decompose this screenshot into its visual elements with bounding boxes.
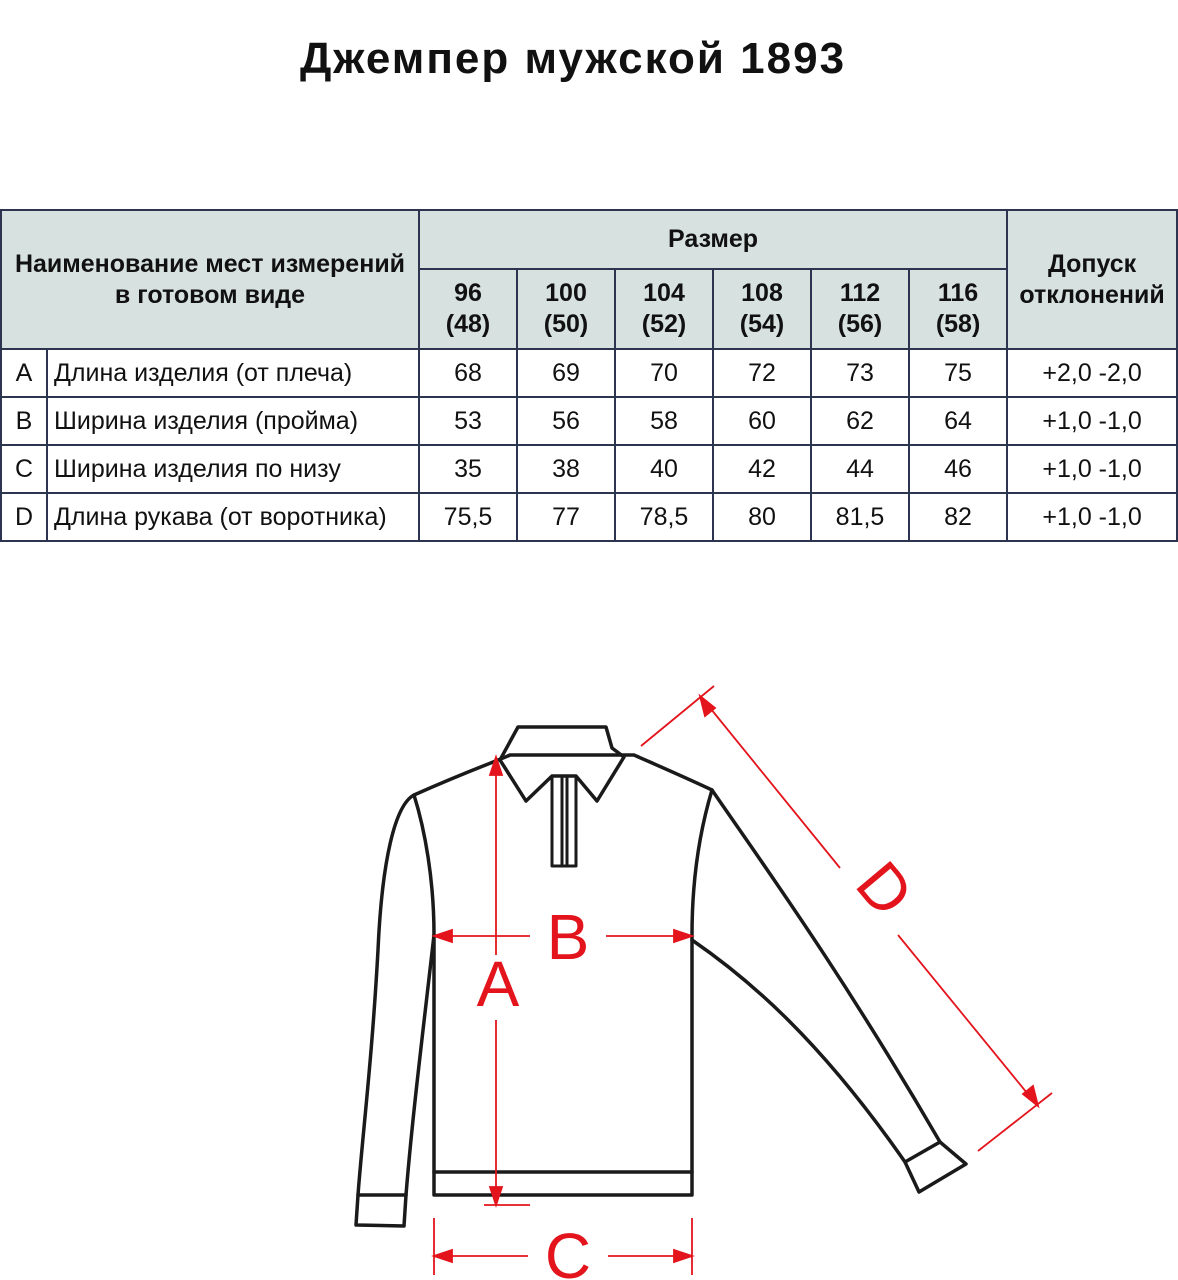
size-value: 112 <box>839 279 881 307</box>
size-column-header <box>909 269 1007 349</box>
table-row <box>1 493 1177 541</box>
table-cell: 73 <box>811 349 909 397</box>
tolerance-cell: +2,0 -2,0 <box>1007 349 1177 397</box>
table-cell: 82 <box>909 493 1007 541</box>
size-chart-table <box>0 209 1178 542</box>
size-ru-value: (48) <box>445 310 491 338</box>
measure-d-lower-line <box>898 935 1036 1104</box>
size-ru-value: (54) <box>739 310 785 338</box>
tolerance-cell: +1,0 -1,0 <box>1007 445 1177 493</box>
size-ru-value: (50) <box>543 310 589 338</box>
table-cell: 58 <box>615 397 713 445</box>
row-letter: B <box>1 397 47 445</box>
size-column-header <box>811 269 909 349</box>
measure-d-upper-line <box>702 698 840 868</box>
size-value: 104 <box>643 279 685 307</box>
table-cell: 62 <box>811 397 909 445</box>
table-cell: 53 <box>419 397 517 445</box>
measure-d-label: D <box>842 848 928 930</box>
size-ru-value: (52) <box>641 310 687 338</box>
table-cell: 69 <box>517 349 615 397</box>
size-value: 108 <box>741 279 783 307</box>
row-letter: C <box>1 445 47 493</box>
table-cell: 60 <box>713 397 811 445</box>
arrow-left-icon <box>434 930 452 942</box>
measure-d-bottom-tick <box>978 1093 1052 1151</box>
measure-d-top-tick <box>641 686 714 746</box>
table-cell: 56 <box>517 397 615 445</box>
measure-b-label: B <box>546 901 590 973</box>
table-row <box>1 349 1177 397</box>
table-cell: 75,5 <box>419 493 517 541</box>
tolerance-cell: +1,0 -1,0 <box>1007 493 1177 541</box>
sweater-diagram <box>0 660 1178 1280</box>
table-cell: 46 <box>909 445 1007 493</box>
table-cell: 78,5 <box>615 493 713 541</box>
right-cuff-outline <box>905 1142 966 1192</box>
size-value: 100 <box>545 279 587 307</box>
arrow-right-icon <box>674 1250 692 1262</box>
table-cell: 68 <box>419 349 517 397</box>
table-row <box>1 397 1177 445</box>
row-label: Ширина изделия по низу <box>47 445 419 493</box>
measurement-name-header <box>1 210 419 349</box>
table-cell: 72 <box>713 349 811 397</box>
page-title: Джемпер мужской 1893 <box>299 34 847 83</box>
table-cell: 35 <box>419 445 517 493</box>
row-letter: D <box>1 493 47 541</box>
table-cell: 75 <box>909 349 1007 397</box>
measurement-name-header-line1: Наименование мест измерений <box>14 249 406 278</box>
table-cell: 38 <box>517 445 615 493</box>
tolerance-header-line2: отклонений <box>1019 280 1165 309</box>
measurement-name-header-line2: в готовом виде <box>114 280 306 309</box>
table-row <box>1 445 1177 493</box>
row-label: Ширина изделия (пройма) <box>47 397 419 445</box>
table-cell: 42 <box>713 445 811 493</box>
row-label: Длина изделия (от плеча) <box>47 349 419 397</box>
table-cell: 44 <box>811 445 909 493</box>
size-value: 116 <box>937 279 979 307</box>
tolerance-cell: +1,0 -1,0 <box>1007 397 1177 445</box>
size-ru-value: (58) <box>935 310 981 338</box>
tolerance-header <box>1007 210 1177 349</box>
table-cell: 40 <box>615 445 713 493</box>
size-ru-value: (56) <box>837 310 883 338</box>
measure-c-label: C <box>544 1220 592 1280</box>
table-cell: 70 <box>615 349 713 397</box>
arrow-right-icon <box>674 930 692 942</box>
measure-a-label: A <box>476 948 520 1020</box>
size-column-header <box>713 269 811 349</box>
arrow-up-left-icon <box>700 696 715 716</box>
arrow-down-right-icon <box>1023 1086 1038 1106</box>
table-cell: 64 <box>909 397 1007 445</box>
row-label: Длина рукава (от воротника) <box>47 493 419 541</box>
size-column-header <box>419 269 517 349</box>
left-cuff-outline <box>356 1195 406 1226</box>
size-column-header <box>517 269 615 349</box>
size-column-header <box>615 269 713 349</box>
size-value: 96 <box>454 279 482 307</box>
left-sleeve-outline <box>358 795 434 1195</box>
row-letter: A <box>1 349 47 397</box>
table-cell: 81,5 <box>811 493 909 541</box>
right-sleeve-outline <box>692 790 940 1162</box>
table-cell: 80 <box>713 493 811 541</box>
arrow-left-icon <box>434 1250 452 1262</box>
table-cell: 77 <box>517 493 615 541</box>
size-header: Размер <box>419 210 1007 269</box>
measurement-labels <box>477 848 928 1280</box>
tolerance-header-line1: Допуск <box>1047 249 1137 278</box>
zipper-placket <box>552 776 576 866</box>
